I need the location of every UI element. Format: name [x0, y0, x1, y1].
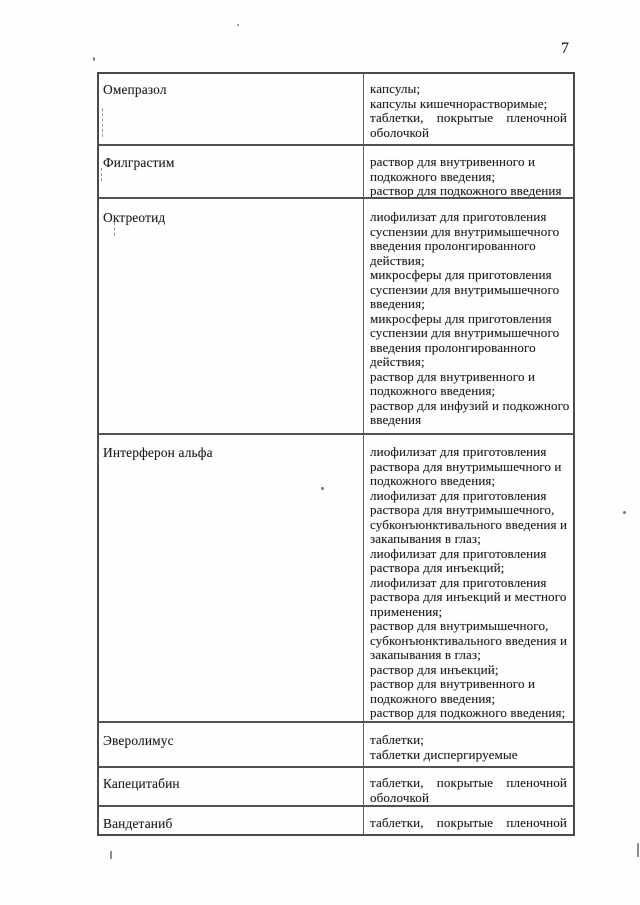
table-row	[99, 805, 573, 834]
dosage-form-line: капсулы кишечнорастворимые;	[370, 95, 548, 111]
dosage-form-line: действия;	[370, 252, 425, 268]
dosage-form-line: раствора для внутримышечного,	[370, 502, 555, 517]
dosage-form-line: закапывания в глаз;	[370, 531, 481, 546]
scan-artifact	[237, 24, 239, 26]
dosage-form-line: действия;	[370, 354, 425, 369]
dosage-form-line: суспензии для внутримышечного	[370, 281, 560, 297]
dosage-form-line: таблетки диспергируемые	[370, 746, 518, 762]
dosage-form-line: раствор для внутримышечного,	[370, 618, 549, 633]
dosage-form-line: введения пролонгированного	[370, 238, 536, 253]
dosage-form-line: раствора для внутримышечного и	[370, 458, 562, 474]
dosage-forms-cell	[364, 723, 573, 766]
dosage-form-line: таблетки, покрытые пленочной	[370, 775, 567, 790]
dosage-forms-cell	[364, 768, 573, 805]
dosage-form-line: капсулы;	[370, 81, 421, 96]
table-row	[99, 433, 573, 721]
drug-name-cell: Вандетаниб	[99, 807, 364, 834]
dosage-form-line: подкожного введения;	[370, 690, 496, 706]
dosage-form-line: таблетки, покрытые пленочной	[370, 815, 567, 830]
dosage-form-line: раствор для внутривенного и	[370, 676, 536, 691]
dosage-form-line: введения пролонгированного	[370, 339, 536, 355]
scan-artifact	[637, 843, 639, 857]
dosage-forms-cell	[364, 807, 573, 834]
scan-artifact	[114, 222, 115, 236]
scan-artifact	[101, 168, 102, 181]
dosage-form-line: подкожного введения;	[370, 383, 496, 398]
dosage-form-line: субконъюнктивального введения и	[370, 516, 568, 532]
dosage-form-line: оболочкой	[370, 124, 430, 140]
table-row	[99, 766, 573, 805]
dosage-form-line: подкожного введения;	[370, 168, 496, 184]
dosage-form-line: раствор для инъекций;	[370, 661, 499, 677]
scan-artifact	[102, 108, 103, 137]
dosage-form-line: введения;	[370, 296, 425, 311]
drug-name-cell: Филграстим	[99, 146, 364, 197]
dosage-form-line: раствор для подкожного введения	[370, 183, 562, 197]
dosage-form-line: лиофилизат для приготовления	[370, 545, 547, 561]
drug-dosage-forms-table	[97, 72, 575, 836]
scan-artifact	[93, 57, 95, 61]
dosage-forms-cell	[364, 199, 573, 433]
dosage-forms-cell	[364, 435, 573, 721]
table-row	[99, 74, 573, 144]
drug-name-cell: Эверолимус	[99, 723, 364, 766]
dosage-form-line: микросферы для приготовления	[370, 310, 552, 326]
dosage-form-line: введения	[370, 412, 422, 427]
dosage-form-line: подкожного введения;	[370, 473, 496, 488]
table-row	[99, 197, 573, 433]
dosage-form-line: оболочкой	[370, 789, 430, 805]
dosage-form-line: раствор для инфузий и подкожного	[370, 397, 570, 413]
dosage-form-line: закапывания в глаз;	[370, 647, 481, 662]
dosage-form-line: таблетки;	[370, 732, 425, 747]
dosage-form-line: субконъюнктивального введения и	[370, 632, 568, 648]
dosage-forms-cell	[364, 74, 573, 144]
dosage-form-line: лиофилизат для приготовления	[370, 444, 547, 459]
dosage-form-line: раствор для внутривенного и	[370, 154, 536, 169]
drug-name-cell: Октреотид	[99, 199, 364, 433]
drug-name-cell: Интерферон альфа	[99, 435, 364, 721]
dosage-form-line: микросферы для приготовления	[370, 267, 552, 282]
drug-name-cell: Омепразол	[99, 74, 364, 144]
dosage-form-line: лиофилизат для приготовления	[370, 209, 547, 224]
page-number: 7	[561, 40, 569, 57]
table-row	[99, 144, 573, 197]
dosage-form-line: лиофилизат для приготовления	[370, 487, 547, 503]
dosage-form-line: раствора для инъекций и местного	[370, 589, 567, 604]
scan-artifact	[110, 851, 112, 859]
dosage-forms-cell	[364, 146, 573, 197]
table-row	[99, 721, 573, 766]
dosage-form-line: применения;	[370, 603, 443, 619]
scan-artifact	[623, 511, 626, 514]
dosage-form-line: таблетки, покрытые пленочной	[370, 110, 567, 125]
dosage-form-line: суспензии для внутримышечного	[370, 325, 560, 340]
dosage-form-line: раствора для инъекций;	[370, 560, 505, 575]
scan-artifact	[321, 487, 324, 490]
dosage-form-line: раствор для внутривенного и	[370, 368, 536, 384]
drug-name-cell: Капецитабин	[99, 768, 364, 805]
dosage-form-line: раствор для подкожного введения;	[370, 705, 566, 720]
dosage-form-line: суспензии для внутримышечного	[370, 223, 560, 239]
dosage-form-line: лиофилизат для приготовления	[370, 574, 547, 590]
